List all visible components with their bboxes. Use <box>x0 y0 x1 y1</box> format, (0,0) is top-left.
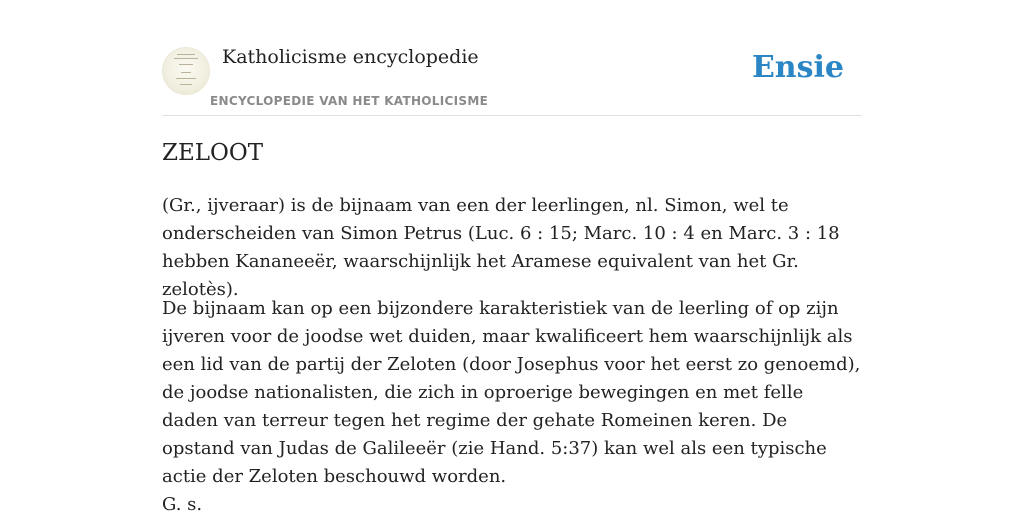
book-cover-icon[interactable] <box>162 47 210 95</box>
brand-logo[interactable]: Ensie <box>751 50 844 85</box>
site-title[interactable]: Katholicisme encyclopedie <box>222 46 479 68</box>
article-paragraph: De bijnaam kan op een bijzondere karakteristiek van de leerling of op zijn ijveren voor de joodse wet duiden, maar kwalificeert hem waarschijnlijk als een lid van de partij der Zeloten (door Josephus voor het eerst zo genoemd), de joodse nationalisten, die zich in oproerige bewegingen en met felle daden van terreur tegen het regime der gehate Romeinen keren. De opstand van Judas de Galileeër (zie Hand. 5:37) kan wel als een typische actie der Zeloten beschouwd worden. <box>162 298 861 487</box>
site-subtitle[interactable]: ENCYCLOPEDIE VAN HET KATHOLICISME <box>210 94 489 108</box>
page <box>162 0 862 512</box>
article-title: ZELOOT <box>162 140 264 166</box>
site-header <box>162 0 862 116</box>
article-paragraph: (Gr., ijveraar) is de bijnaam van een der leerlingen, nl. Simon, wel te onderscheiden van Simon Petrus (Luc. 6 : 15; Marc. 10 : 4 en Marc. 3 : 18 hebben Kananeeër, waarschijnlijk het Aramese equivalent van het Gr. zelotès). <box>162 195 840 300</box>
article-author: G. s. <box>162 494 203 512</box>
